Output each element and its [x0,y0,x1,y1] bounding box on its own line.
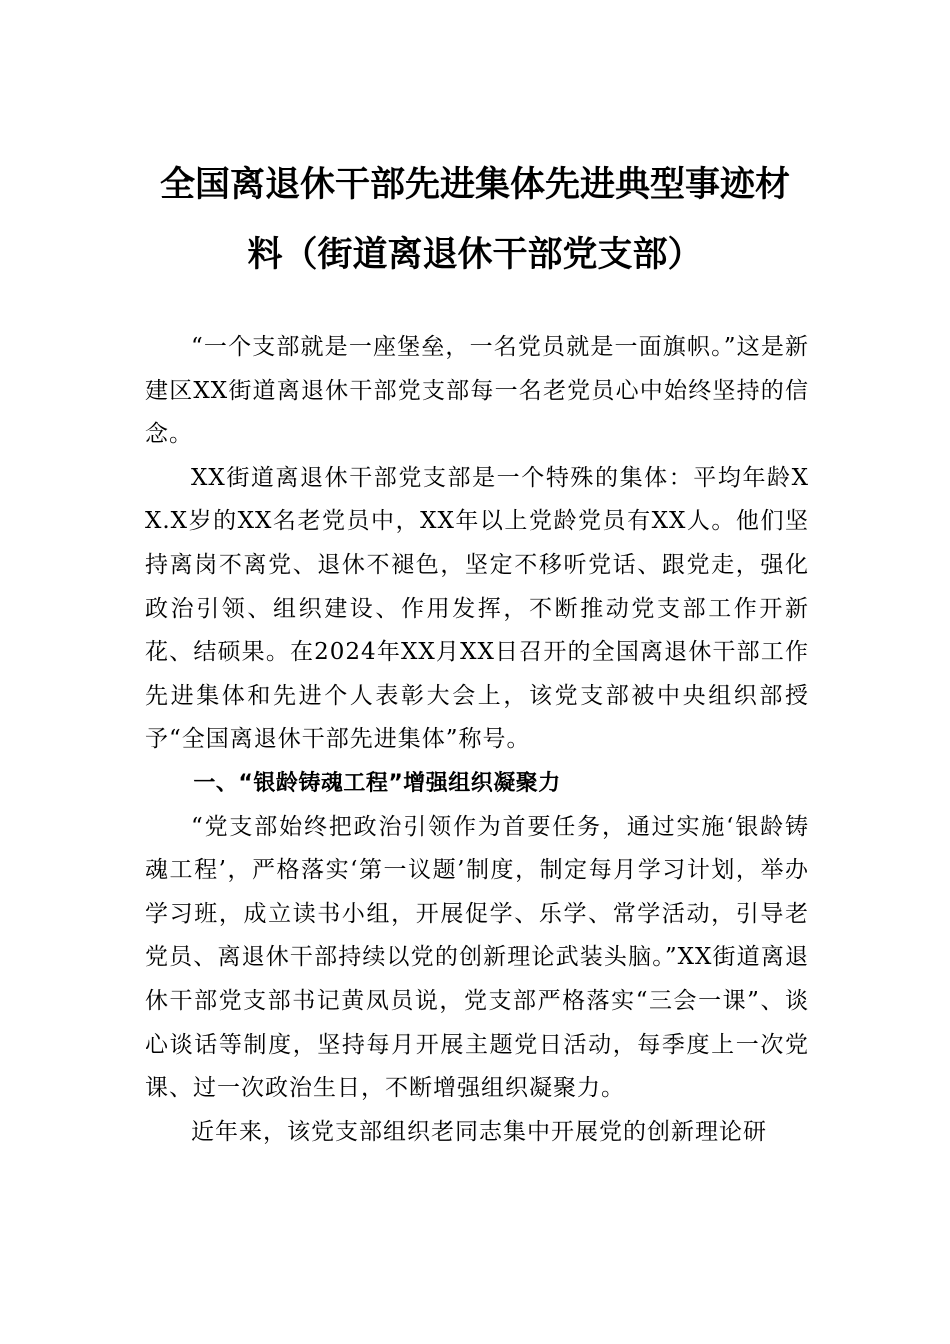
title-line-2: 料（街道离退休干部党支部） [247,235,703,275]
paragraph-intro-description: XX街道离退休干部党支部是一个特殊的集体：平均年龄XX.X岁的XX名老党员中，XX年以上党龄党员有XX人。他们坚持离岗不离党、退休不褪色，坚定不移听党话、跟党走，强化政治引领、组织建设、作用发挥，不断推动党支部工作开新花、结硕果。在2024年XX月XX日召开的全国离退休干部工作先进集体和先进个人表彰大会上，该党支部被中央组织部授予“全国离退休干部先进集体”称号。 [145,464,809,753]
paragraph-intro-quote: “一个支部就是一座堡垒，一名党员就是一面旗帜。”这是新建区XX街道离退休干部党支部每一名老党员心中始终坚持的信念。 [145,334,809,448]
paragraph-section-1-continued: 近年来，该党支部组织老同志集中开展党的创新理论研 [191,1118,767,1145]
title-line-1: 全国离退休干部先进集体先进典型事迹材 [159,165,790,205]
document-body [145,326,809,1154]
document-title [145,150,805,290]
paragraph-section-1-quote: “党支部始终把政治引领作为首要任务，通过实施‘银龄铸魂工程’，严格落实‘第一议题’制度，制定每月学习计划，举办学习班，成立读书小组，开展促学、乐学、常学活动，引导老党员、离退休干部持续以党的创新理论武装头脑。”XX街道离退休干部党支部书记黄凤员说，党支部严格落实“三会一课”、谈心谈话等制度，坚持每月开展主题党日活动，每季度上一次党课、过一次政治生日，不断增强组织凝聚力。 [145,813,809,1102]
section-heading-1: 一、“银龄铸魂工程”增强组织凝聚力 [193,770,561,796]
